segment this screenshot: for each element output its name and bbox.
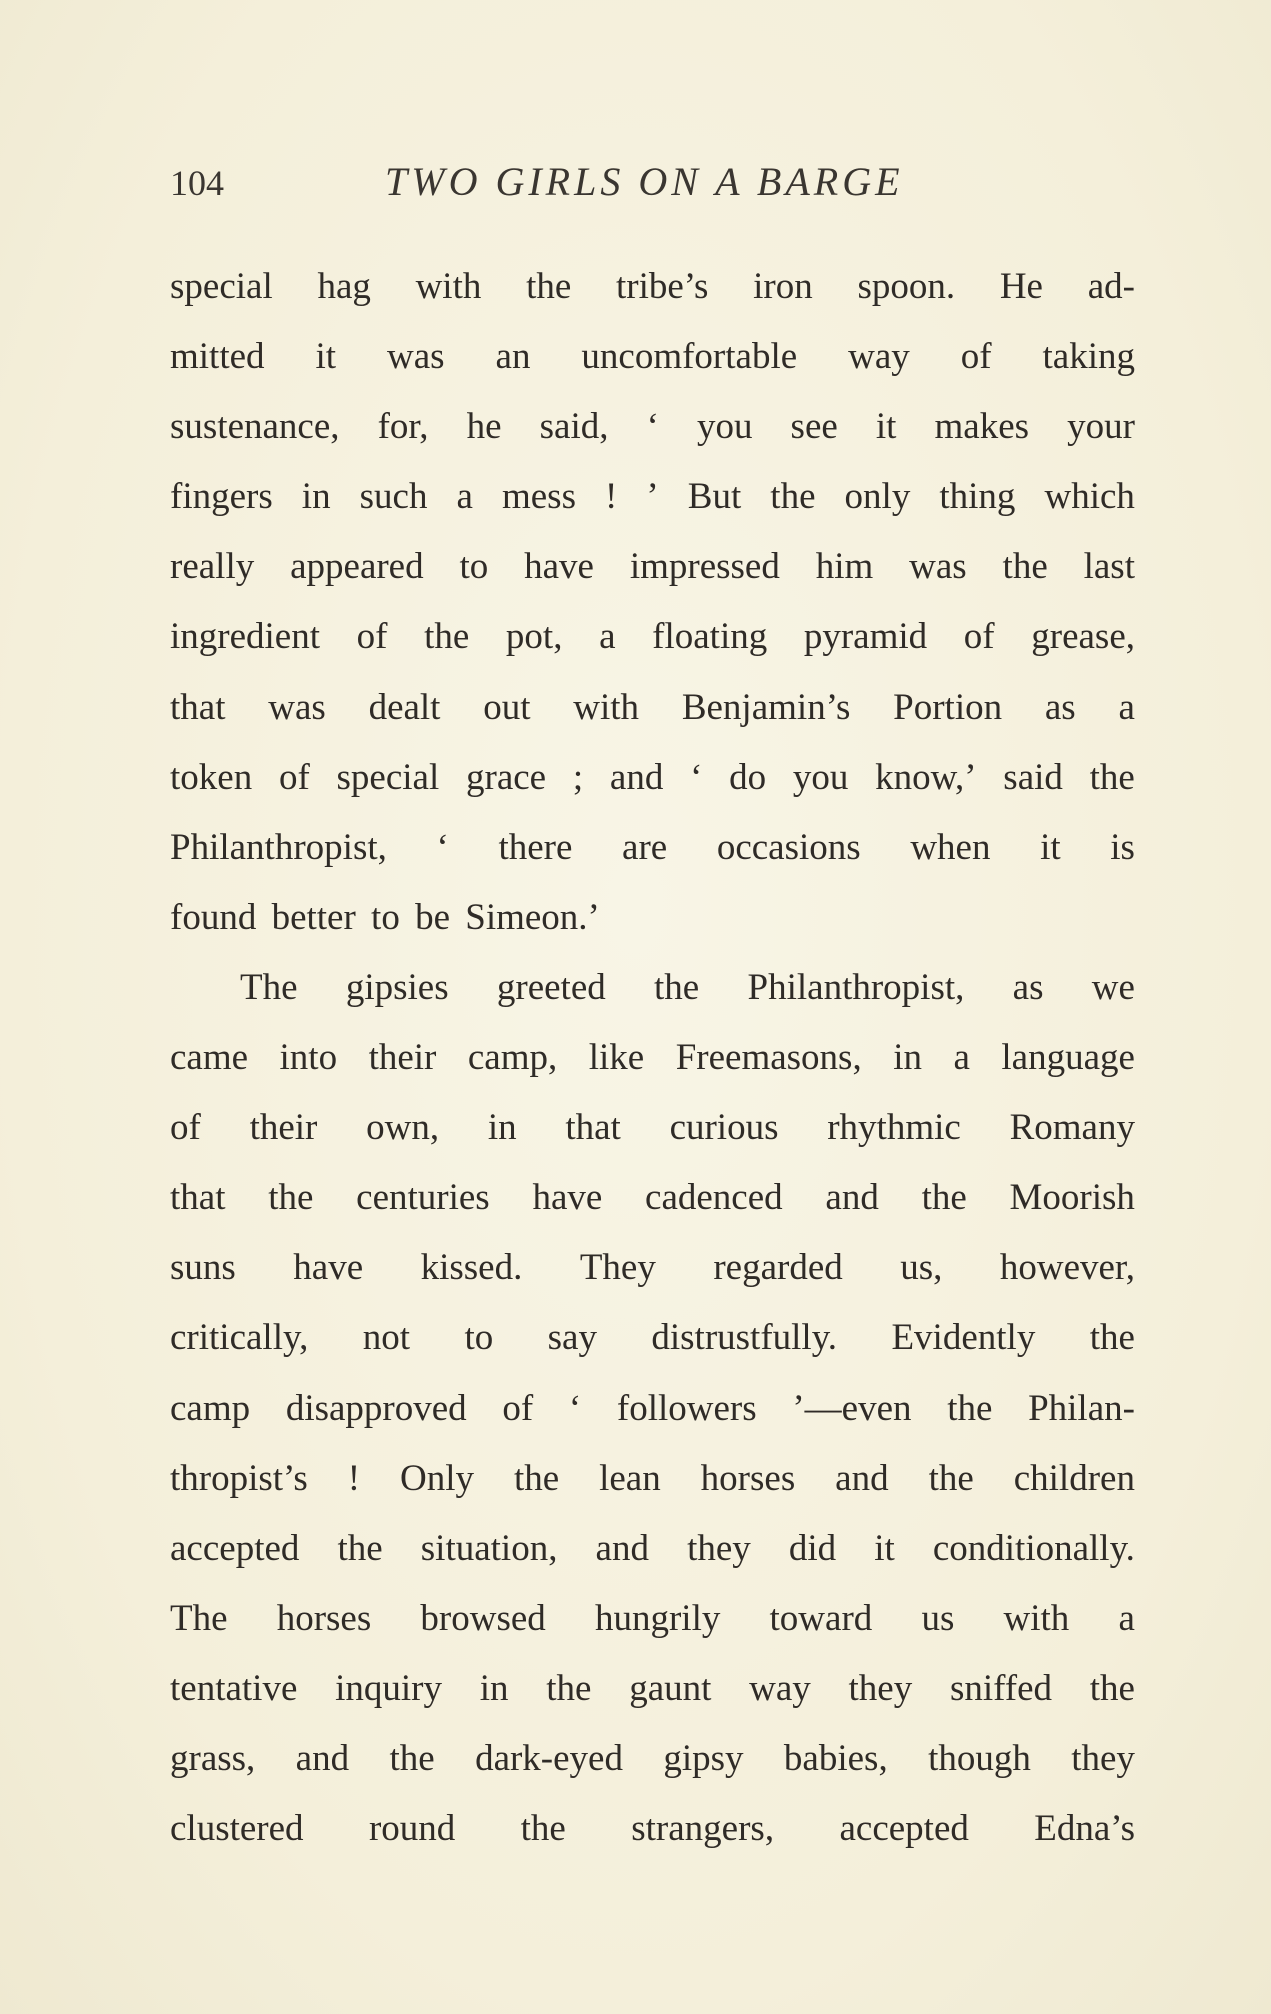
text-line: The gipsies greeted the Philanthropist, as we [240, 966, 1135, 1008]
body-text [170, 252, 1135, 1864]
text-line: Philanthropist, ‘ there are occasions when it is [170, 826, 1135, 868]
text-line: ingredient of the pot, a floating pyramid of grease, [170, 616, 1135, 658]
text-line: mitted it was an uncomfortable way of taking [170, 336, 1135, 378]
text-line: token of special grace ; and ‘ do you know,’ said the [170, 756, 1135, 798]
text-line: grass, and the dark-eyed gipsy babies, though they [170, 1737, 1135, 1779]
text-line: sustenance, for, he said, ‘ you see it makes your [170, 406, 1135, 448]
running-title: TWO GIRLS ON A BARGE [385, 159, 904, 204]
text-line: that the centuries have cadenced and the Moorish [170, 1177, 1135, 1219]
text-line: found better to be Simeon.’ [170, 896, 600, 938]
text-line: of their own, in that curious rhythmic Romany [170, 1107, 1135, 1149]
text-line: special hag with the tribe’s iron spoon. He ad- [170, 266, 1135, 307]
text-line: critically, not to say distrustfully. Evidently the [170, 1317, 1135, 1359]
text-line: The horses browsed hungrily toward us with a [170, 1597, 1135, 1639]
page-number: 104 [170, 163, 224, 203]
running-head [170, 158, 1170, 218]
text-line: came into their camp, like Freemasons, in a language [170, 1037, 1135, 1079]
text-line: that was dealt out with Benjamin’s Portion as a [170, 686, 1135, 728]
text-line: clustered round the strangers, accepted Edna’s [170, 1808, 1135, 1850]
text-line: accepted the situation, and they did it conditionally. [170, 1527, 1135, 1569]
text-line: really appeared to have impressed him was the last [170, 546, 1135, 588]
text-line: fingers in such a mess ! ’ But the only thing which [170, 476, 1135, 518]
text-line: suns have kissed. They regarded us, however, [170, 1247, 1135, 1289]
text-line: camp disapproved of ‘ followers ’—even the Philan- [170, 1387, 1135, 1429]
text-line: thropist’s ! Only the lean horses and the children [170, 1457, 1135, 1499]
text-line: tentative inquiry in the gaunt way they sniffed the [170, 1667, 1135, 1709]
